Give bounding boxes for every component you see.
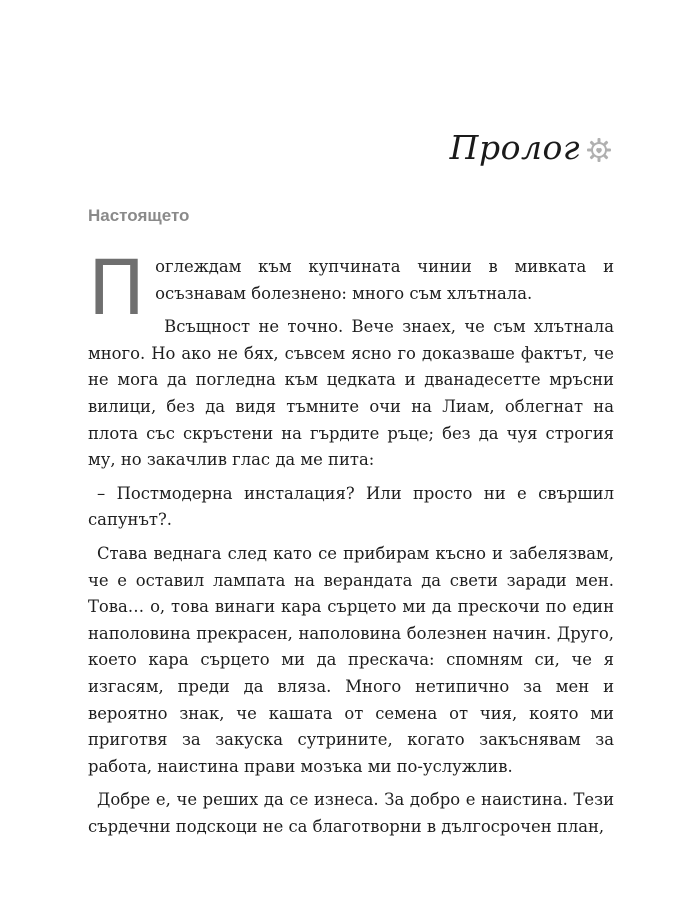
paragraph-text: оглеждам към купчината чинии в мивката и осъзнавам болезнено: много съм хлътнала.: [155, 257, 614, 303]
gear-flower-icon: [586, 137, 612, 163]
chapter-body: [88, 243, 614, 847]
paragraph: – Постмодерна инсталация? Или просто ни е свършил сапунът?.: [88, 483, 614, 530]
chapter-title: Пролог: [449, 128, 580, 167]
paragraph: Добре е, че реших да се изнеса. За добро е наистина. Тези сърдечни подскоци не са благотворни в дългосрочен план,: [88, 790, 614, 836]
paragraph: [88, 243, 614, 332]
paragraph: Става веднага след като се прибирам късно и забелязвам, че е оставил лампата на верандата да свети заради мен. Това… о, това винаги кара сърцето ми да прескочи по един наполовина прекрасен, наполовина болезнен начин. Друго, което кара сърцето ми да прескача: спомням си, че я изгасям, преди да вляза. Много нетипично за мен и вероятно знак, че кашата от семена от чия, която ми приготвя за закуска сутрините, когато закъснявам за работа, наистина прави мозъка ми по-услужлив.: [88, 543, 614, 776]
drop-cap: П: [88, 243, 146, 332]
section-heading: Настоящето: [88, 206, 190, 225]
chapter-header: [450, 128, 612, 167]
paragraph: Всъщност не точно. Вече знаех, че съм хлътнала много. Но ако не бях, съвсем ясно го доказваше фактът, че не мога да погледна към цедката и дванадесетте мръсни вилици, без да видя тъмните очи на Лиам, облегнат на плота със скръстени на гърдите ръце; без да чуя строгия му, но закачлив глас да ме пита:: [88, 317, 614, 470]
